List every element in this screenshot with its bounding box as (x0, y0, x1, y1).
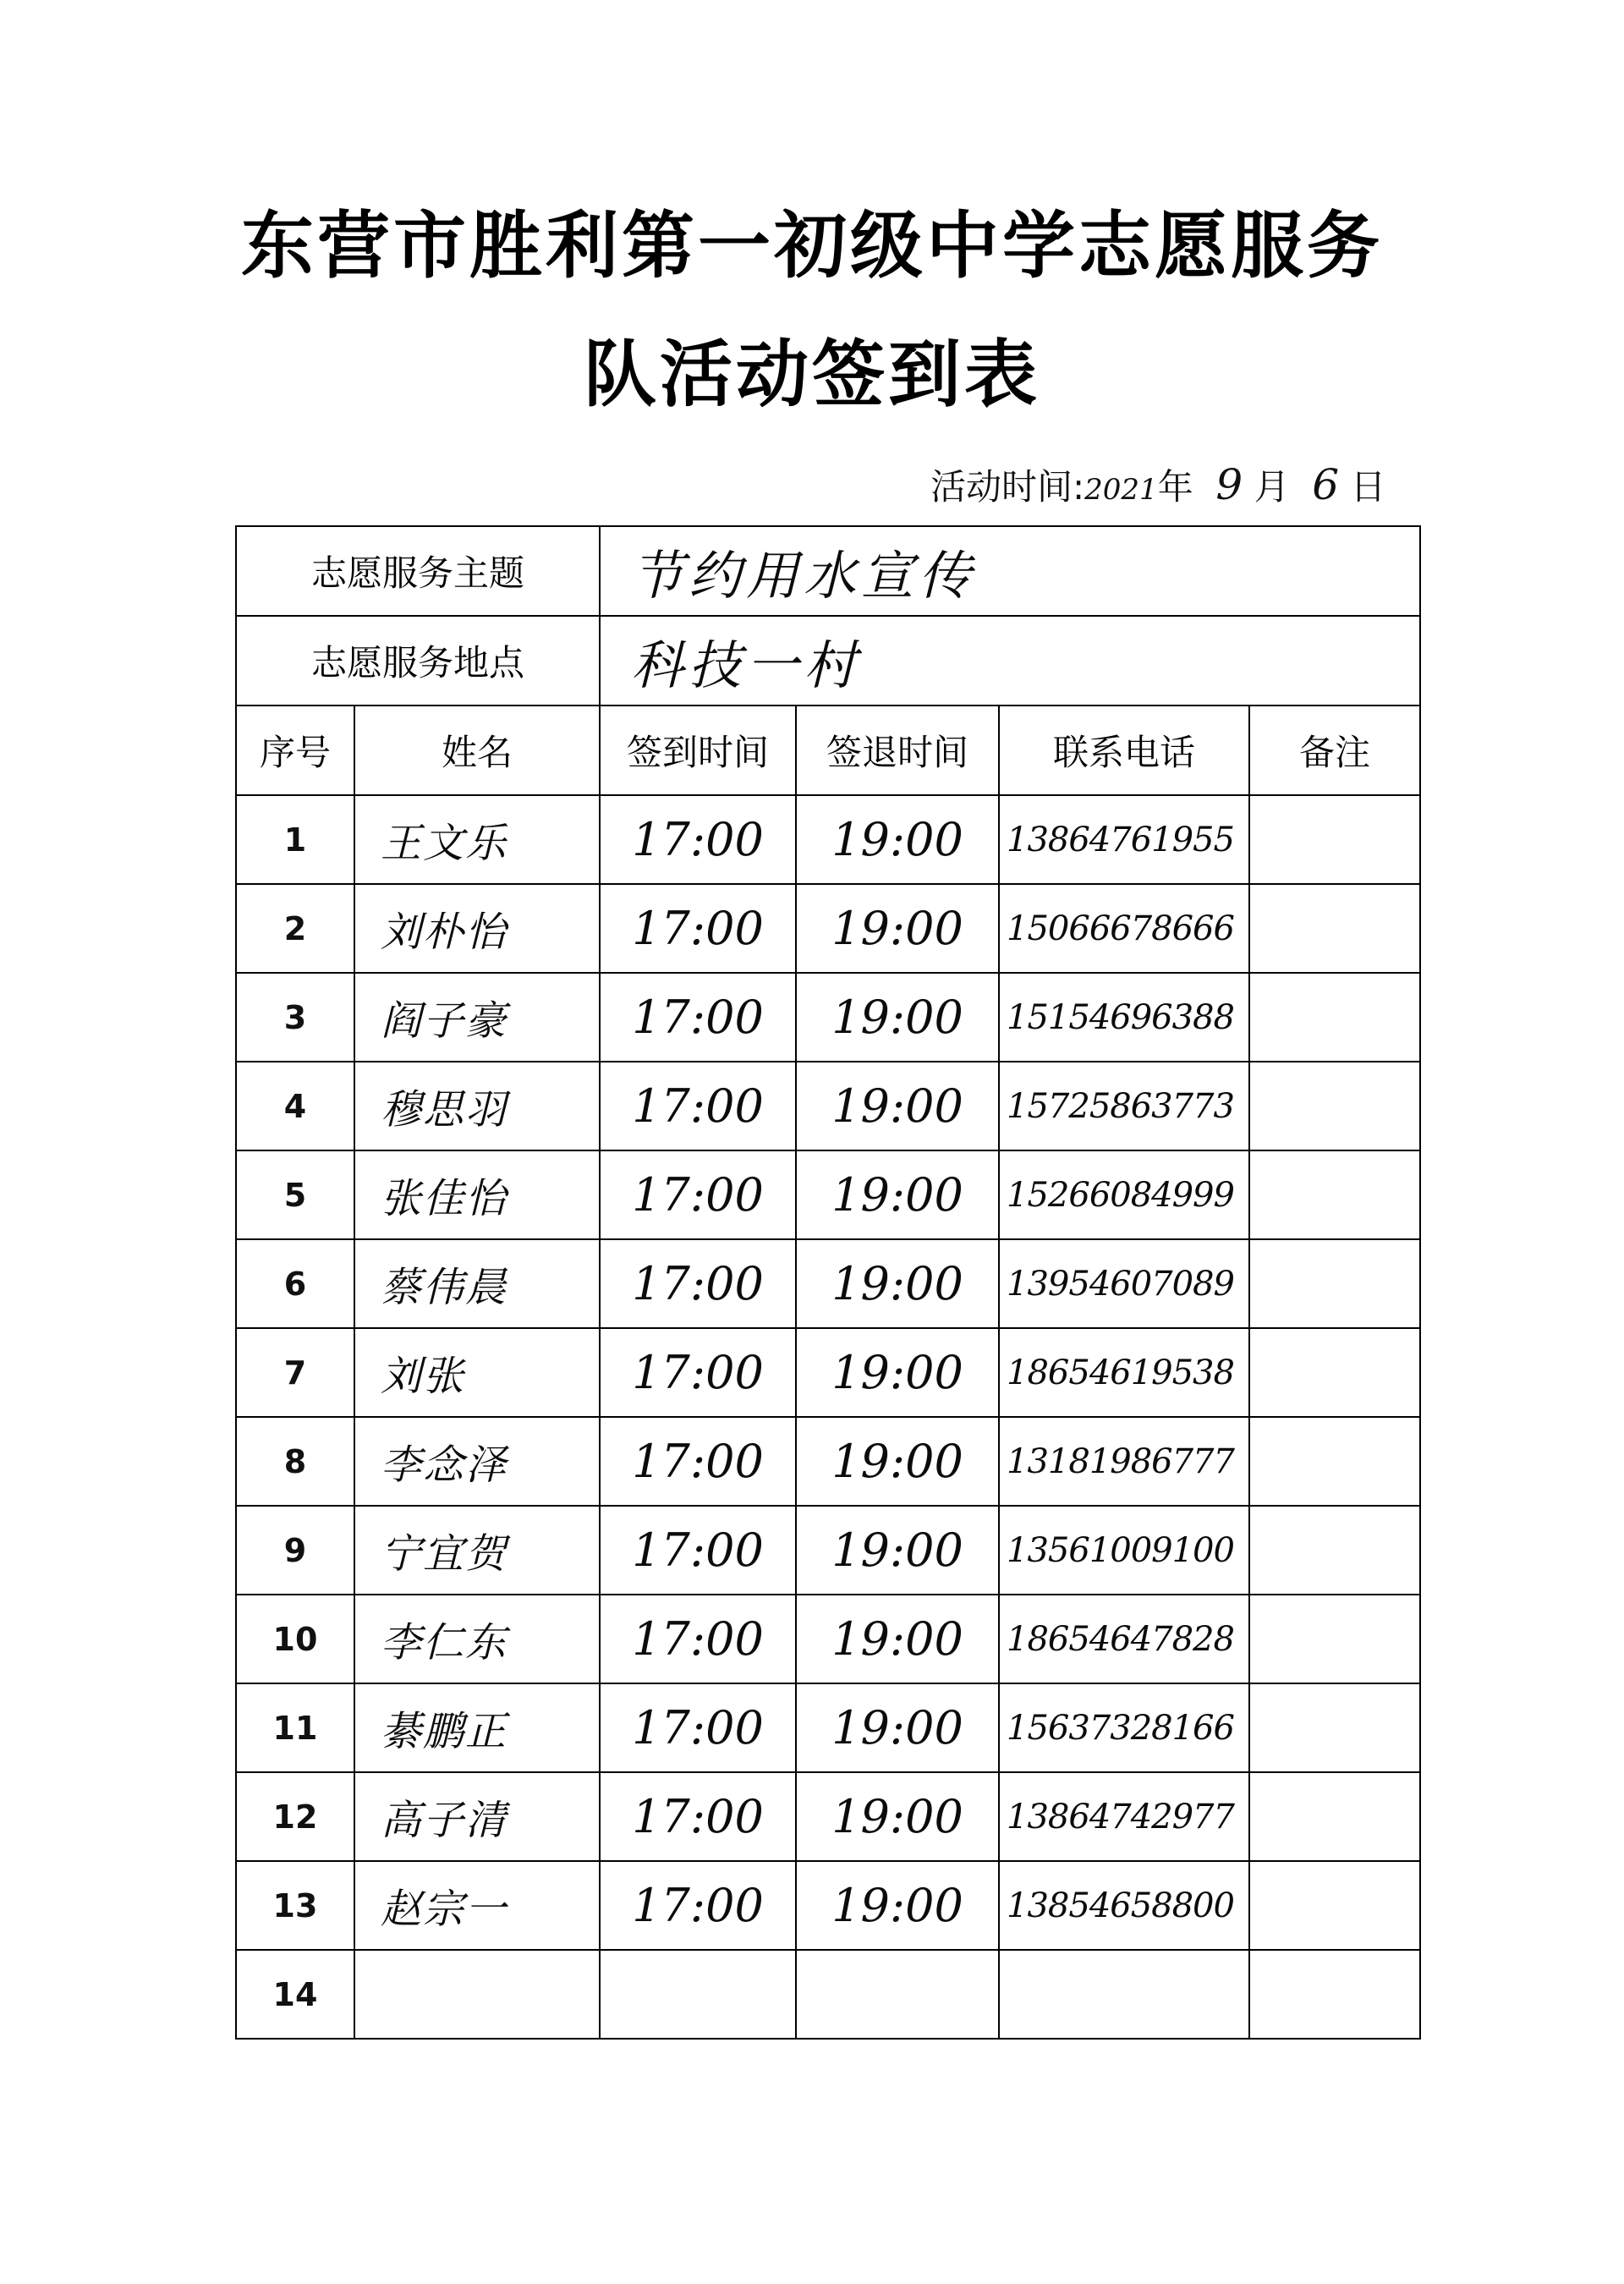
row-sign-out: 19:00 (796, 795, 999, 884)
row-index: 12 (236, 1772, 354, 1861)
table-row (236, 795, 1420, 884)
table-row (236, 1150, 1420, 1239)
column-header-name: 姓名 (354, 706, 600, 795)
row-name: 李仁东 (354, 1595, 600, 1683)
activity-year-unit: 年 (1157, 466, 1193, 508)
row-name: 高子清 (354, 1772, 600, 1861)
row-index: 14 (236, 1950, 354, 2039)
row-name: 宁宜贺 (354, 1506, 600, 1595)
row-name: 张佳怡 (354, 1150, 600, 1239)
row-sign-out: 19:00 (796, 1861, 999, 1950)
row-remark (1249, 1861, 1420, 1950)
row-sign-out: 19:00 (796, 1062, 999, 1150)
row-sign-in: 17:00 (600, 1150, 796, 1239)
row-sign-in: 17:00 (600, 1239, 796, 1328)
row-index: 3 (236, 973, 354, 1062)
row-phone: 18654647828 (999, 1595, 1249, 1683)
row-phone: 18654619538 (999, 1328, 1249, 1417)
row-name: 李念泽 (354, 1417, 600, 1506)
table-row (236, 1950, 1420, 2039)
row-sign-in: 17:00 (600, 1772, 796, 1861)
table-row (236, 1595, 1420, 1683)
row-index: 1 (236, 795, 354, 884)
row-sign-out: 19:00 (796, 1150, 999, 1239)
row-index: 11 (236, 1683, 354, 1772)
row-index: 5 (236, 1150, 354, 1239)
table-row (236, 1506, 1420, 1595)
row-phone: 13181986777 (999, 1417, 1249, 1506)
row-phone: 15725863773 (999, 1062, 1249, 1150)
row-remark (1249, 1417, 1420, 1506)
table-row (236, 1772, 1420, 1861)
row-sign-in: 17:00 (600, 884, 796, 973)
location-value: 科技一村 (600, 616, 1420, 706)
row-remark (1249, 795, 1420, 884)
row-phone: 15637328166 (999, 1683, 1249, 1772)
location-label: 志愿服务地点 (236, 616, 600, 706)
sign-in-table (235, 525, 1421, 2040)
activity-time-label: 活动时间: (930, 466, 1085, 508)
row-sign-out: 19:00 (796, 1239, 999, 1328)
activity-day: 6 (1312, 460, 1340, 509)
row-sign-out: 19:00 (796, 1328, 999, 1417)
table-row (236, 1328, 1420, 1417)
row-name: 赵宗一 (354, 1861, 600, 1950)
row-name (354, 1950, 600, 2039)
row-phone: 13954607089 (999, 1239, 1249, 1328)
row-name: 綦鹏正 (354, 1683, 600, 1772)
row-sign-in: 17:00 (600, 1062, 796, 1150)
table-row (236, 973, 1420, 1062)
row-index: 7 (236, 1328, 354, 1417)
table-row (236, 1417, 1420, 1506)
row-remark (1249, 1595, 1420, 1683)
row-sign-out: 19:00 (796, 1417, 999, 1506)
row-sign-in: 17:00 (600, 1595, 796, 1683)
row-remark (1249, 1239, 1420, 1328)
row-name: 王文乐 (354, 795, 600, 884)
row-phone: 15154696388 (999, 973, 1249, 1062)
activity-year: 2021 (1084, 473, 1158, 507)
row-phone: 13864761955 (999, 795, 1249, 884)
row-phone: 13561009100 (999, 1506, 1249, 1595)
column-header-remark: 备注 (1249, 706, 1420, 795)
row-sign-out: 19:00 (796, 1683, 999, 1772)
row-sign-out: 19:00 (796, 884, 999, 973)
row-remark (1249, 1683, 1420, 1772)
column-header-row (236, 706, 1420, 795)
row-index: 8 (236, 1417, 354, 1506)
row-remark (1249, 1950, 1420, 2039)
row-sign-in: 17:00 (600, 1683, 796, 1772)
row-name: 刘张 (354, 1328, 600, 1417)
column-header-index: 序号 (236, 706, 354, 795)
row-remark (1249, 1150, 1420, 1239)
row-remark (1249, 884, 1420, 973)
row-remark (1249, 1772, 1420, 1861)
row-sign-out: 19:00 (796, 1595, 999, 1683)
row-name: 蔡伟晨 (354, 1239, 600, 1328)
table-row (236, 1861, 1420, 1950)
row-index: 9 (236, 1506, 354, 1595)
row-sign-in: 17:00 (600, 973, 796, 1062)
row-remark (1249, 1506, 1420, 1595)
row-sign-in: 17:00 (600, 1328, 796, 1417)
row-remark (1249, 1328, 1420, 1417)
activity-day-unit: 日 (1350, 466, 1386, 508)
location-row (236, 616, 1420, 706)
theme-value: 节约用水宣传 (600, 526, 1420, 616)
row-name: 阎子豪 (354, 973, 600, 1062)
row-index: 10 (236, 1595, 354, 1683)
row-phone: 13864742977 (999, 1772, 1249, 1861)
row-index: 4 (236, 1062, 354, 1150)
row-sign-out (796, 1950, 999, 2039)
form-title-line-1: 东营市胜利第一初级中学志愿服务 (241, 204, 1383, 288)
column-header-sign-out: 签退时间 (796, 706, 999, 795)
row-name: 刘朴怡 (354, 884, 600, 973)
table-row (236, 1683, 1420, 1772)
row-sign-out: 19:00 (796, 973, 999, 1062)
theme-label: 志愿服务主题 (236, 526, 600, 616)
row-sign-in: 17:00 (600, 1861, 796, 1950)
row-sign-in (600, 1950, 796, 2039)
row-sign-in: 17:00 (600, 1506, 796, 1595)
row-remark (1249, 1062, 1420, 1150)
row-index: 6 (236, 1239, 354, 1328)
row-sign-in: 17:00 (600, 1417, 796, 1506)
row-phone: 15066678666 (999, 884, 1249, 973)
row-sign-in: 17:00 (600, 795, 796, 884)
row-phone: 13854658800 (999, 1861, 1249, 1950)
row-phone: 15266084999 (999, 1150, 1249, 1239)
column-header-phone: 联系电话 (999, 706, 1249, 795)
column-header-sign-in: 签到时间 (600, 706, 796, 795)
row-sign-out: 19:00 (796, 1772, 999, 1861)
row-index: 13 (236, 1861, 354, 1950)
theme-row (236, 526, 1420, 616)
form-title-line-2: 队活动签到表 (584, 332, 1040, 417)
table-row (236, 884, 1420, 973)
activity-month-unit: 月 (1254, 466, 1290, 508)
row-sign-out: 19:00 (796, 1506, 999, 1595)
table-row (236, 1239, 1420, 1328)
row-remark (1249, 973, 1420, 1062)
activity-time (930, 461, 1404, 513)
row-name: 穆思羽 (354, 1062, 600, 1150)
row-phone (999, 1950, 1249, 2039)
activity-month: 9 (1215, 460, 1243, 509)
row-index: 2 (236, 884, 354, 973)
table-row (236, 1062, 1420, 1150)
